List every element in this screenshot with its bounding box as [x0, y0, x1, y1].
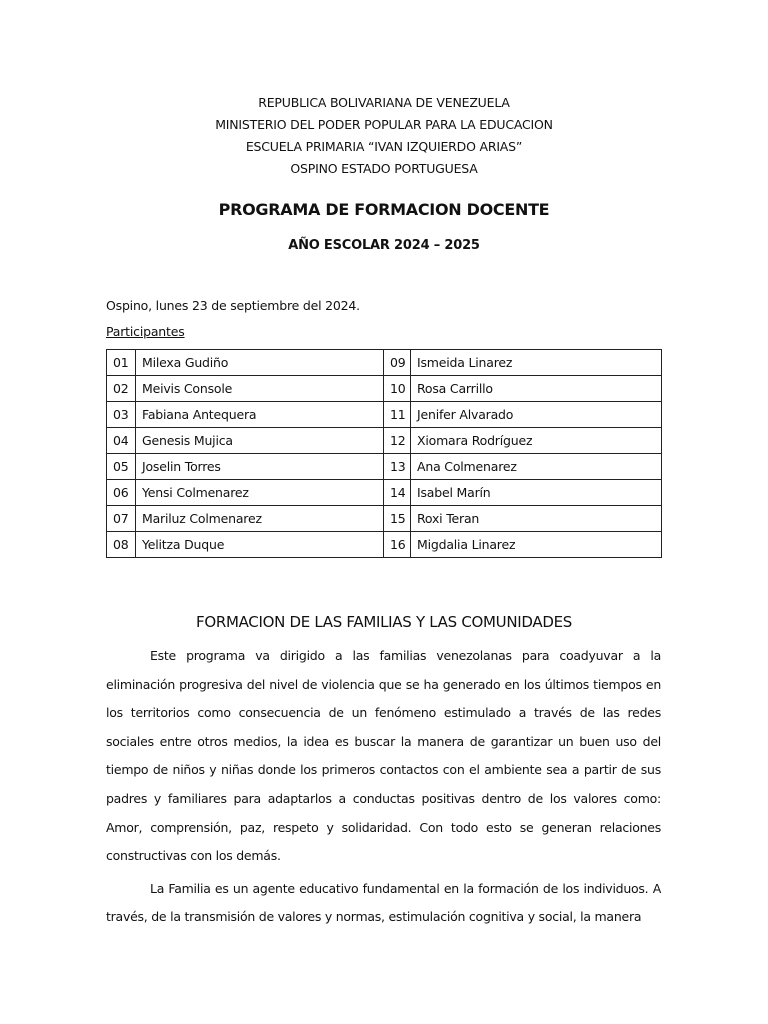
- table-row: [107, 428, 662, 454]
- participant-name: Genesis Mujica: [136, 428, 384, 454]
- participant-name: Xiomara Rodríguez: [411, 428, 662, 454]
- document-title: PROGRAMA DE FORMACION DOCENTE: [218, 200, 550, 219]
- participant-number: 04: [107, 428, 136, 454]
- participant-name: Isabel Marín: [411, 480, 662, 506]
- participant-name: Jenifer Alvarado: [411, 402, 662, 428]
- participant-number: 12: [384, 428, 411, 454]
- header-line-country: REPUBLICA BOLIVARIANA DE VENEZUELA: [258, 95, 510, 110]
- table-row: [107, 532, 662, 558]
- participant-number: 15: [384, 506, 411, 532]
- table-row: [107, 480, 662, 506]
- participant-name: Rosa Carrillo: [411, 376, 662, 402]
- participant-number: 11: [384, 402, 411, 428]
- participant-name: Meivis Console: [136, 376, 384, 402]
- header-line-school: ESCUELA PRIMARIA “IVAN IZQUIERDO ARIAS”: [245, 139, 523, 154]
- document-subtitle: AÑO ESCOLAR 2024 – 2025: [288, 238, 480, 253]
- table-row: [107, 402, 662, 428]
- participant-name: Roxi Teran: [411, 506, 662, 532]
- participant-number: 06: [107, 480, 136, 506]
- participant-number: 14: [384, 480, 411, 506]
- paragraph: Este programa va dirigido a las familias venezolanas para coadyuvar a la eliminación progresiva del nivel de violencia que se ha generado en los últimos tiempos en los territorios como consecuencia de un fenómeno estimulado a través de las redes sociales entre otros medios, la idea es buscar la manera de garantizar un buen uso del tiempo de niños y niñas donde los primeros contactos con el ambiente sea a partir de sus padres y familiares para adaptarlos a conductas positivas dentro de los valores como: Amor, comprensión, paz, respeto y solidaridad. Con todo esto se generan relaciones constructivas con los demás.: [106, 648, 661, 864]
- table-row: [107, 376, 662, 402]
- participant-number: 03: [107, 402, 136, 428]
- date-line: Ospino, lunes 23 de septiembre del 2024.: [106, 298, 360, 313]
- participant-name: Fabiana Antequera: [136, 402, 384, 428]
- participant-name: Milexa Gudiño: [136, 350, 384, 376]
- participant-name: Yensi Colmenarez: [136, 480, 384, 506]
- participant-name: Ismeida Linarez: [411, 350, 662, 376]
- paragraph: La Familia es un agente educativo fundamental en la formación de los individuos. A través, de la transmisión de valores y normas, estimulación cognitiva y social, la manera: [106, 880, 661, 925]
- header-line-ministry: MINISTERIO DEL PODER POPULAR PARA LA EDUCACION: [215, 117, 553, 132]
- header-line-location: OSPINO ESTADO PORTUGUESA: [290, 161, 478, 176]
- participant-name: Migdalia Linarez: [411, 532, 662, 558]
- participant-name: Yelitza Duque: [136, 532, 384, 558]
- participant-number: 07: [107, 506, 136, 532]
- participant-number: 05: [107, 454, 136, 480]
- participant-number: 13: [384, 454, 411, 480]
- participant-number: 01: [107, 350, 136, 376]
- participant-name: Joselin Torres: [136, 454, 384, 480]
- participant-name: Mariluz Colmenarez: [136, 506, 384, 532]
- participant-number: 10: [384, 376, 411, 402]
- section-title: FORMACION DE LAS FAMILIAS Y LAS COMUNIDADES: [196, 613, 572, 631]
- participant-number: 09: [384, 350, 411, 376]
- table-row: [107, 454, 662, 480]
- participants-table: [106, 349, 662, 558]
- participant-number: 16: [384, 532, 411, 558]
- body-text: [106, 642, 661, 936]
- participant-name: Ana Colmenarez: [411, 454, 662, 480]
- participants-label: Participantes: [106, 324, 185, 339]
- participant-number: 02: [107, 376, 136, 402]
- institution-header: [0, 92, 768, 180]
- table-row: [107, 506, 662, 532]
- participant-number: 08: [107, 532, 136, 558]
- table-row: [107, 350, 662, 376]
